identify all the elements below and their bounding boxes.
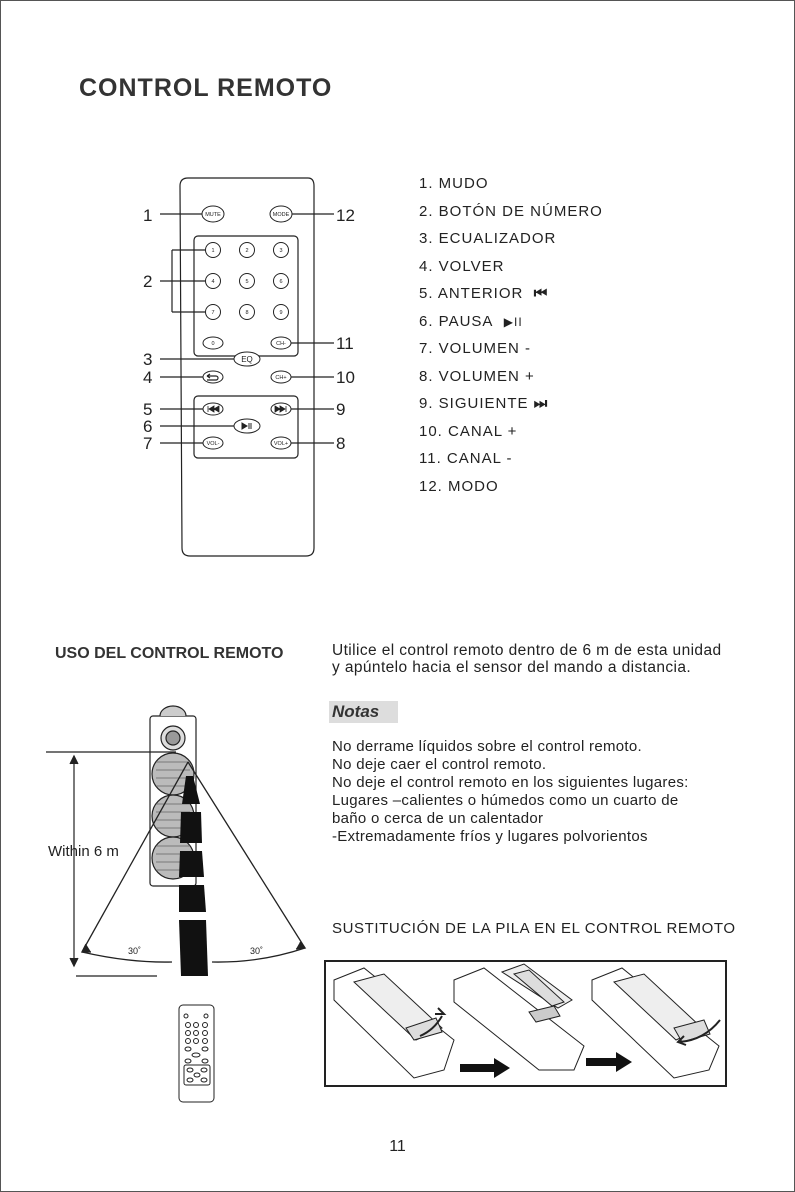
digit-label: 8: [245, 310, 249, 316]
digit-label: 6: [279, 279, 283, 285]
legend-item: 12. MODO: [419, 477, 499, 495]
uso-line: Utilice el control remoto dentro de 6 m de esta unidad: [332, 642, 722, 659]
uso-line: y apúntelo hacia el sensor del mando a distancia.: [332, 659, 692, 676]
callout-1: 1: [143, 206, 153, 225]
range-diagram: [0, 700, 330, 1120]
digit-label: 5: [245, 279, 249, 285]
callout-6: 6: [143, 417, 153, 436]
callout-12: 12: [336, 206, 355, 225]
vol-minus-label: VOL-: [206, 441, 220, 447]
callout-2: 2: [143, 272, 153, 291]
legend-item: 3. ECUALIZADOR: [419, 230, 557, 247]
uso-title: USO DEL CONTROL REMOTO: [55, 645, 284, 662]
callout-5: 5: [143, 400, 153, 419]
note-line: -Extremadamente fríos y lugares polvorientos: [332, 828, 648, 845]
play-pause-icon: ▶II: [503, 314, 523, 329]
notas-label: Notas: [329, 701, 398, 723]
callout-4: 4: [143, 368, 153, 387]
legend-item: 8. VOLUMEN +: [419, 367, 535, 385]
vol-plus-label: VOL+: [273, 441, 289, 447]
uso-text: [332, 642, 722, 676]
ch-minus-label: CH-: [276, 341, 286, 347]
digit-0-label: 0: [211, 341, 215, 347]
note-line: baño o cerca de un calentador: [332, 810, 544, 827]
legend-item: 11. CANAL -: [419, 450, 513, 467]
next-icon: ⏭: [533, 395, 549, 412]
note-line: No deje el control remoto en los siguientes lugares:: [332, 774, 689, 791]
notes-list: [332, 738, 689, 846]
button-legend: [419, 174, 603, 504]
mode-label: MODE: [272, 212, 290, 218]
mute-label: MUTE: [205, 212, 221, 218]
callout-9: 9: [336, 400, 346, 419]
angle-right-label: 30˚: [250, 946, 264, 956]
page-title: CONTROL REMOTO: [79, 74, 333, 102]
callout-3: 3: [143, 350, 153, 369]
legend-item: 5. ANTERIOR ⏮: [419, 285, 549, 302]
legend-item: 4. VOLVER: [419, 257, 505, 275]
eq-label: EQ: [241, 355, 253, 364]
digit-label: 1: [211, 248, 215, 254]
angle-left-label: 30˚: [128, 946, 142, 956]
distance-label: Within 6 m: [48, 843, 119, 860]
note-line: No derrame líquidos sobre el control remoto.: [332, 738, 643, 755]
digit-label: 4: [211, 279, 215, 285]
legend-item: 9. SIGUIENTE ⏭: [419, 395, 549, 412]
callout-8: 8: [336, 434, 346, 453]
legend-item: 2. BOTÓN DE NÚMERO: [419, 202, 603, 220]
battery-diagram: [324, 960, 727, 1087]
callout-11: 11: [336, 334, 354, 353]
digit-label: 3: [279, 248, 283, 254]
legend-item: 7. VOLUMEN -: [419, 340, 532, 357]
digit-label: 2: [245, 248, 249, 254]
digit-label: 9: [279, 310, 283, 316]
callout-7: 7: [143, 434, 153, 453]
legend-item: 6. PAUSA ▶II: [419, 312, 523, 330]
note-line: Lugares –calientes o húmedos como un cuarto de: [332, 792, 679, 809]
digit-label: 7: [211, 310, 215, 316]
return-button[interactable]: [203, 371, 223, 383]
legend-item: 10. CANAL +: [419, 422, 518, 440]
small-remote-illustration: [179, 1005, 214, 1102]
battery-title: SUSTITUCIÓN DE LA PILA EN EL CONTROL REMOTO: [332, 920, 736, 937]
callout-10: 10: [336, 368, 355, 387]
prev-icon: ⏮: [533, 285, 549, 302]
note-line: No deje caer el control remoto.: [332, 756, 547, 773]
ch-plus-label: CH+: [275, 375, 287, 381]
page-number: 11: [389, 1138, 406, 1155]
legend-item: 1. MUDO: [419, 175, 489, 192]
